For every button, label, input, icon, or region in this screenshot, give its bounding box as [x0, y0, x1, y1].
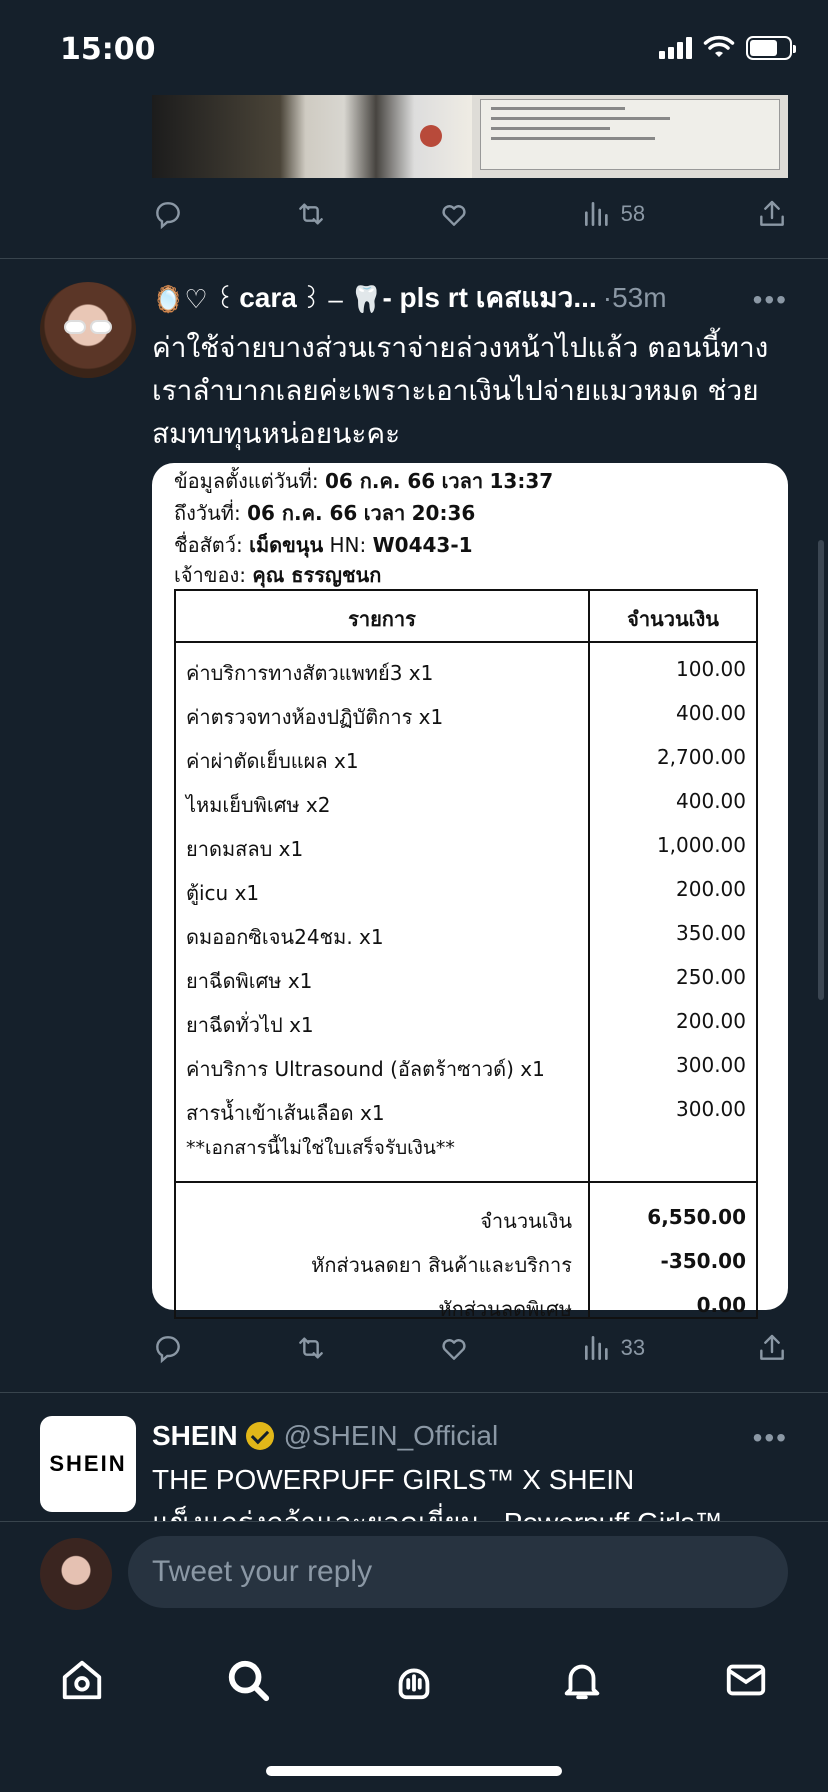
receipt-amount: 400.00 — [676, 701, 746, 725]
receipt-item: ค่าผ่าตัดเย็บแผล x1 — [186, 749, 359, 773]
views-button[interactable] — [581, 1332, 645, 1364]
tweet-text-line1: THE POWERPUFF GIRLS™ X SHEIN — [152, 1464, 635, 1495]
reply-icon — [152, 198, 184, 230]
receipt-row — [176, 957, 756, 1001]
signal-icon — [659, 37, 692, 59]
receipt-row — [176, 825, 756, 869]
tab-search[interactable] — [218, 1650, 278, 1710]
receipt-row — [176, 869, 756, 913]
receipt-line-to: ถึงวันที่: 06 ก.ค. 66 เวลา 20:36 — [174, 501, 476, 525]
scrollbar[interactable] — [818, 540, 824, 1000]
name-suffix[interactable]: - pls rt เคสแมว... — [382, 282, 597, 313]
tweet-header — [152, 276, 792, 320]
search-icon — [225, 1657, 271, 1703]
home-icon — [59, 1657, 105, 1703]
reply-icon — [152, 1332, 184, 1364]
tab-spaces[interactable] — [384, 1650, 444, 1710]
receipt-row — [176, 913, 756, 957]
summary-value: 0.00 — [696, 1293, 746, 1317]
reply-bar — [0, 1522, 828, 1622]
share-button[interactable] — [756, 1332, 788, 1364]
bell-icon — [559, 1657, 605, 1703]
status-bar — [0, 0, 828, 100]
receipt-row — [176, 781, 756, 825]
tab-messages[interactable] — [716, 1650, 776, 1710]
receipt-row — [176, 737, 756, 781]
heart-icon — [438, 1332, 470, 1364]
summary-value: 6,550.00 — [647, 1205, 746, 1229]
share-icon — [756, 1332, 788, 1364]
receipt-item: ดมออกซิเจน24ชม. x1 — [186, 925, 384, 949]
receipt-amount: 300.00 — [676, 1097, 746, 1121]
receipt-item: ยาฉีดพิเศษ x1 — [186, 969, 313, 993]
wifi-icon — [704, 36, 734, 60]
reply-input[interactable]: Tweet your reply — [128, 1536, 788, 1608]
tweet-media-receipt[interactable] — [152, 463, 788, 1321]
summary-label: จำนวนเงิน — [480, 1209, 572, 1233]
tweet-time[interactable]: 53m — [612, 282, 667, 313]
more-icon[interactable]: ••• — [752, 284, 788, 315]
views-icon — [581, 1332, 613, 1364]
retweet-icon — [295, 198, 327, 230]
receipt-amount: 200.00 — [676, 877, 746, 901]
status-time: 15:00 — [60, 32, 156, 67]
receipt-row — [176, 649, 756, 693]
more-icon[interactable]: ••• — [752, 1422, 788, 1453]
views-button[interactable] — [581, 198, 645, 230]
receipt-item: ยาดมสลบ x1 — [186, 837, 304, 861]
receipt-amount: 100.00 — [676, 657, 746, 681]
receipt-summary-row — [176, 1197, 756, 1241]
home-indicator — [266, 1766, 562, 1776]
retweet-button[interactable] — [295, 198, 327, 230]
share-button[interactable] — [756, 198, 788, 230]
handle[interactable]: @SHEIN_Official — [283, 1420, 499, 1451]
mail-icon — [723, 1657, 769, 1703]
receipt-table-header — [176, 591, 756, 643]
spaces-icon — [391, 1657, 437, 1703]
name-decor-left: 🪞♡ ꒰ — [152, 284, 236, 314]
shein-logo[interactable]: SHEIN — [40, 1416, 136, 1512]
receipt-row — [176, 1045, 756, 1089]
retweet-icon — [295, 1332, 327, 1364]
receipt-item: สารน้ำเข้าเส้นเลือด x1 — [186, 1101, 385, 1125]
receipt-amount: 400.00 — [676, 789, 746, 813]
status-icons — [659, 36, 792, 60]
receipt-note: **เอกสารนี้ไม่ใช่ใบเสร็จรับเงิน** — [186, 1137, 455, 1159]
receipt-amount: 2,700.00 — [656, 745, 746, 769]
name-decor-right: ꒱ – 🦷 — [300, 284, 383, 314]
receipt-row — [176, 1089, 756, 1133]
receipt-item: ยาฉีดทั่วไป x1 — [186, 1013, 314, 1037]
tab-home[interactable] — [52, 1650, 112, 1710]
tab-notifications[interactable] — [552, 1650, 612, 1710]
tweet-text: ค่าใช้จ่ายบางส่วนเราจ่ายล่วงหน้าไปแล้ว ตอนนี้ทางเราลำบากเลยค่ะเพราะเอาเงินไปจ่ายแมวหมด ช่วยสมทบทุนหน่อยนะคะ — [152, 331, 769, 450]
receipt-item: ค่าบริการ Ultrasound (อัลตร้าซาวด์) x1 — [186, 1057, 545, 1081]
views-icon — [581, 198, 613, 230]
col-item: รายการ — [348, 607, 416, 631]
receipt-table — [174, 589, 758, 1319]
previous-tweet-actions — [152, 194, 788, 234]
receipt-summary-row — [176, 1285, 756, 1329]
previous-tweet-media[interactable] — [152, 95, 788, 178]
receipt-amount: 350.00 — [676, 921, 746, 945]
receipt-row — [176, 1001, 756, 1045]
receipt-row — [176, 693, 756, 737]
receipt-item: ค่าตรวจทางห้องปฏิบัติการ x1 — [186, 705, 444, 729]
col-amount: จำนวนเงิน — [627, 607, 719, 631]
display-name[interactable]: SHEIN — [152, 1420, 238, 1451]
verified-badge-icon — [246, 1422, 274, 1450]
time-separator: · — [602, 282, 613, 313]
user-avatar[interactable] — [40, 1538, 112, 1610]
tab-bar — [0, 1622, 828, 1792]
promoted-tweet[interactable] — [0, 1414, 828, 1522]
display-name[interactable]: cara — [239, 282, 297, 313]
summary-label: หักส่วนลดยา สินค้าและบริการ — [311, 1253, 572, 1277]
receipt-amount: 250.00 — [676, 965, 746, 989]
receipt-summary-row — [176, 1241, 756, 1285]
avatar[interactable] — [40, 282, 136, 378]
summary-label: หักส่วนลดพิเศษ — [438, 1297, 572, 1321]
summary-value: -350.00 — [660, 1249, 746, 1273]
tweet-header — [152, 1414, 792, 1458]
like-button[interactable] — [438, 1332, 470, 1364]
receipt-amount: 1,000.00 — [656, 833, 746, 857]
receipt-amount: 300.00 — [676, 1053, 746, 1077]
heart-icon — [438, 198, 470, 230]
receipt-item: ไหมเย็บพิเศษ x2 — [186, 793, 331, 817]
divider — [0, 1392, 828, 1393]
share-icon — [756, 198, 788, 230]
battery-icon — [746, 36, 792, 60]
tweet-actions — [152, 1328, 788, 1368]
receipt-item: ตู้icu x1 — [186, 881, 260, 905]
reply-button[interactable] — [152, 1332, 184, 1364]
retweet-button[interactable] — [295, 1332, 327, 1364]
divider — [0, 258, 828, 259]
views-count: 33 — [620, 1335, 646, 1360]
receipt-line-owner: เจ้าของ: คุณ ธรรญชนก — [174, 563, 382, 587]
receipt-amount: 200.00 — [676, 1009, 746, 1033]
like-button[interactable] — [438, 198, 470, 230]
reply-button[interactable] — [152, 198, 184, 230]
receipt-line-pet: ชื่อสัตว์: เม็ดขนุน HN: W0443-1 — [174, 533, 473, 557]
receipt-item: ค่าบริการทางสัตวแพทย์3 x1 — [186, 661, 434, 685]
views-count: 58 — [620, 201, 646, 226]
receipt-line-from: ข้อมูลตั้งแต่วันที่: 06 ก.ค. 66 เวลา 13:37 — [174, 469, 554, 493]
